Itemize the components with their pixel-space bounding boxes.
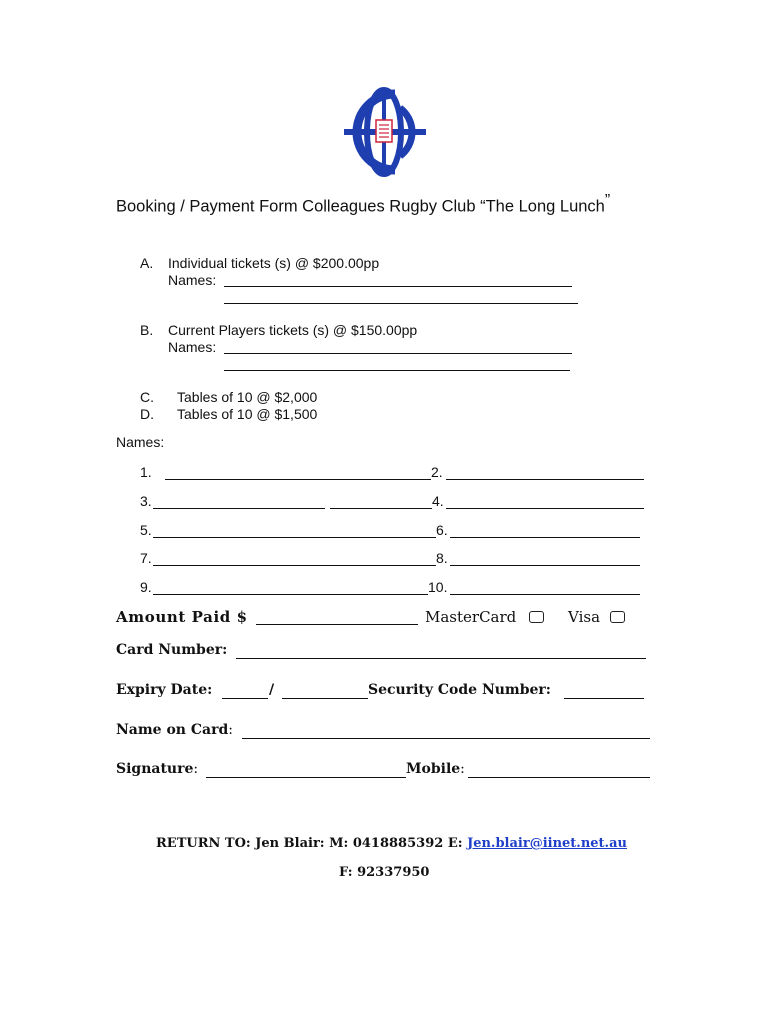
option-a-names-line-2[interactable] <box>224 303 578 304</box>
return-email-link[interactable]: Jen.blair@iinet.net.au <box>467 836 627 851</box>
option-b-names-label: Names: <box>168 339 217 355</box>
option-c-letter: C. <box>140 389 154 405</box>
name-slot-8-label: 8. <box>436 550 448 566</box>
name-slot-9-line[interactable] <box>153 594 428 595</box>
visa-checkbox[interactable] <box>610 611 625 623</box>
security-code-label: Security Code Number: <box>368 682 551 698</box>
security-code-field[interactable] <box>564 698 644 699</box>
name-on-card-colon: : <box>228 722 233 738</box>
option-c-label: Tables of 10 @ $2,000 <box>177 389 318 405</box>
visa-label: Visa <box>568 608 601 626</box>
name-slot-8-line[interactable] <box>450 565 640 566</box>
name-slot-10-line[interactable] <box>450 594 640 595</box>
name-slot-5-label: 5. <box>140 522 152 538</box>
page-title <box>116 192 610 217</box>
names-heading: Names: <box>116 434 165 450</box>
name-slot-6-line[interactable] <box>450 537 640 538</box>
logo-rugby-ball-icon <box>376 120 392 142</box>
name-slot-2-line[interactable] <box>446 479 644 480</box>
name-slot-1-line[interactable] <box>165 479 431 480</box>
expiry-separator: / <box>269 682 275 698</box>
mastercard-checkbox[interactable] <box>529 611 544 623</box>
club-logo <box>338 86 430 178</box>
option-a-label: Individual tickets (s) @ $200.00pp <box>168 255 380 271</box>
expiry-date-label: Expiry Date: <box>116 682 213 698</box>
amount-paid-label: Amount Paid $ <box>116 608 248 626</box>
name-slot-9-label: 9. <box>140 579 152 595</box>
name-on-card-label: Name on Card <box>116 722 229 738</box>
name-slot-4-label: 4. <box>432 493 444 509</box>
signature-label: Signature <box>116 761 194 777</box>
name-slot-6-label: 6. <box>436 522 448 538</box>
name-slot-5-line[interactable] <box>153 537 436 538</box>
option-b-label: Current Players tickets (s) @ $150.00pp <box>168 322 418 338</box>
return-fax: F: 92337950 <box>339 865 430 880</box>
name-slot-3-line-b[interactable] <box>330 508 432 509</box>
name-slot-3-label: 3. <box>140 493 152 509</box>
option-a-names-line-1[interactable] <box>224 286 572 287</box>
name-slot-1-label: 1. <box>140 464 152 480</box>
name-slot-7-line[interactable] <box>153 565 436 566</box>
mastercard-label: MasterCard <box>425 608 517 626</box>
expiry-month-field[interactable] <box>222 698 268 699</box>
name-slot-4-line[interactable] <box>446 508 644 509</box>
option-a-names-label: Names: <box>168 272 217 288</box>
mobile-colon: : <box>460 761 465 777</box>
option-b-names-line-1[interactable] <box>224 353 572 354</box>
card-number-label: Card Number: <box>116 642 228 658</box>
amount-paid-field[interactable] <box>256 624 418 625</box>
option-a-letter: A. <box>140 255 154 271</box>
signature-field[interactable] <box>206 777 406 778</box>
name-slot-7-label: 7. <box>140 550 152 566</box>
name-on-card-field[interactable] <box>242 738 650 739</box>
name-slot-2-label: 2. <box>431 464 443 480</box>
option-d-letter: D. <box>140 406 154 422</box>
name-slot-3-line-a[interactable] <box>153 508 325 509</box>
title-close-quote: ” <box>604 192 611 209</box>
return-to-text: RETURN TO: Jen Blair: M: 0418885392 E: <box>156 836 463 851</box>
name-on-card-label-group <box>116 722 233 738</box>
return-to-line <box>156 836 627 851</box>
signature-colon: : <box>193 761 199 777</box>
mobile-label: Mobile <box>406 761 461 777</box>
signature-label-group <box>116 761 198 777</box>
title-text: Booking / Payment Form Colleagues Rugby Club “The Long Lunch <box>116 197 605 216</box>
name-slot-10-label: 10. <box>428 579 448 595</box>
option-d-label: Tables of 10 @ $1,500 <box>177 406 318 422</box>
mobile-label-group <box>406 761 465 777</box>
option-b-letter: B. <box>140 322 154 338</box>
option-b-names-line-2[interactable] <box>224 370 570 371</box>
expiry-year-field[interactable] <box>282 698 368 699</box>
mobile-field[interactable] <box>468 777 650 778</box>
card-number-field[interactable] <box>236 658 646 659</box>
